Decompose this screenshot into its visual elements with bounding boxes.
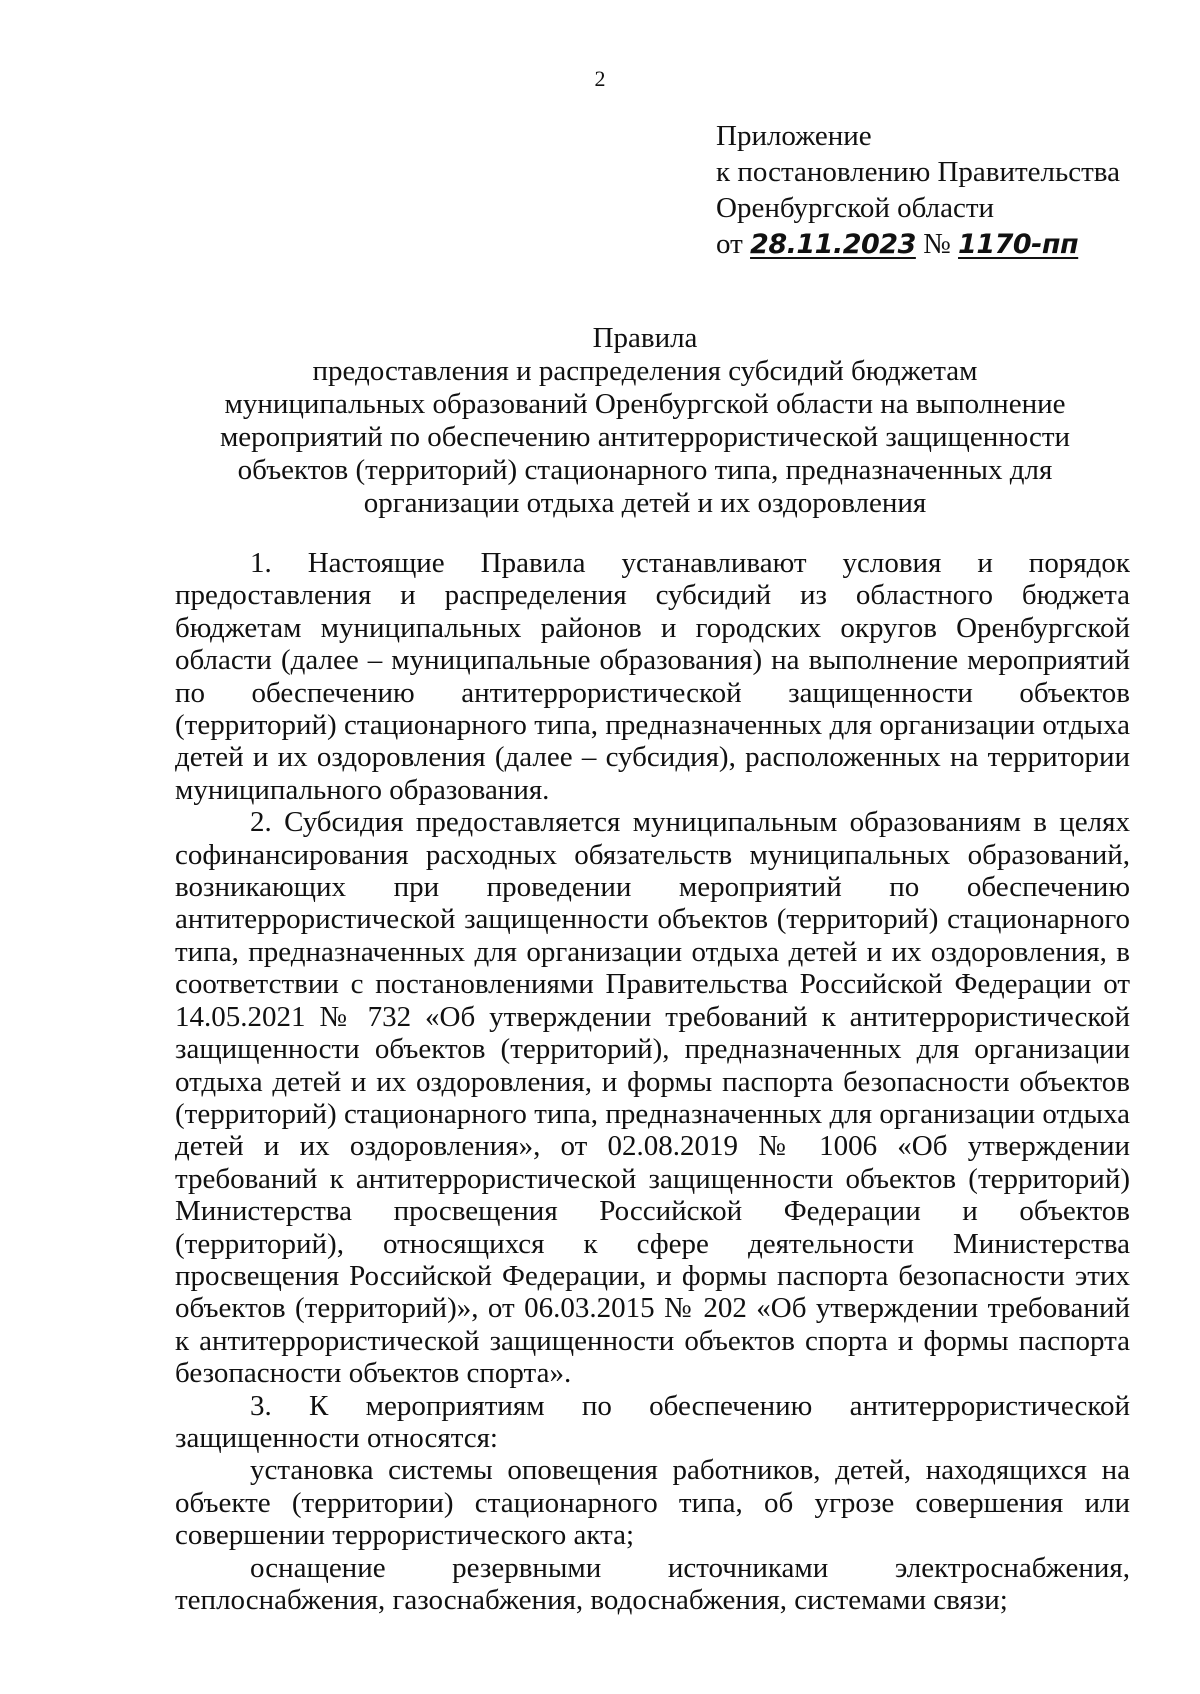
title-line: объектов (территорий) стационарного типа, предназначенных для: [237, 454, 1053, 486]
handwritten-number: 1170-пп: [958, 229, 1079, 260]
title-line: муниципальных образований Оренбургской области на выполнение: [224, 388, 1066, 420]
date-prefix: от: [716, 228, 743, 260]
appendix-label: Приложение: [716, 120, 872, 152]
paragraph-2: 2. Субсидия предоставляется муниципальным образованиям в целях софинансирования расходных обязательств муниципальных образований, возникающих при проведении мероприятий по обеспечению антитеррористической защищенности объектов (территорий) стационарного типа, предназначенных для организации отдыха детей и их оздоровления, в соответствии с постановлениями Правительства Российской Федерации от 14.05.2021 № 732 «Об утверждении требований к антитеррористической защищенности объектов (территорий), предназначенных для организации отдыха детей и их оздоровления, и формы паспорта безопасности объектов (территорий) стационарного типа, предназначенных для организации отдыха детей и их оздоровления», от 02.08.2019 № 1006 «Об утверждении требований к антитеррористической защищенности объектов (территорий) Министерства просвещения Российской Федерации и объектов (территорий), относящихся к сфере деятельности Министерства просвещения Российской Федерации, и формы паспорта безопасности этих объектов (территорий)», от 06.03.2015 № 202 «Об утверждении требований к антитеррористической защищенности объектов спорта и формы паспорта безопасности объектов спорта».: [175, 806, 1130, 1390]
appendix-resolution-line: к постановлению Правительства: [716, 156, 1120, 188]
title-line: предоставления и распределения субсидий бюджетам: [312, 355, 978, 387]
document-title: [170, 322, 1120, 520]
appendix-header: [716, 118, 1120, 263]
title-line: Правила: [592, 322, 698, 354]
paragraph-3: 3. К мероприятиям по обеспечению антитеррористической защищенности относятся:: [175, 1389, 1130, 1454]
number-prefix: №: [923, 228, 951, 260]
document-body: [175, 547, 1130, 1616]
appendix-date-number-line: [716, 226, 1120, 263]
paragraph-1: 1. Настоящие Правила устанавливают условия и порядок предоставления и распределения субсидий из областного бюджета бюджетам муниципальных районов и городских округов Оренбургской области (далее – муниципальные образования) на выполнение мероприятий по обеспечению антитеррористической защищенности объектов (территорий) стационарного типа, предназначенных для организации отдыха детей и их оздоровления (далее – субсидия), расположенных на территории муниципального образования.: [175, 547, 1130, 806]
title-line: организации отдыха детей и их оздоровления: [363, 487, 927, 519]
handwritten-date: 28.11.2023: [750, 229, 916, 260]
list-item: оснащение резервными источниками электроснабжения, теплоснабжения, газоснабжения, водоснабжения, системами связи;: [175, 1551, 1130, 1616]
list-item: установка системы оповещения работников, детей, находящихся на объекте (территории) стационарного типа, об угрозе совершения или совершении террористического акта;: [175, 1454, 1130, 1552]
appendix-region-line: Оренбургской области: [716, 192, 995, 224]
title-line: мероприятий по обеспечению антитеррористической защищенности: [219, 421, 1071, 453]
page-number: 2: [594, 66, 606, 91]
